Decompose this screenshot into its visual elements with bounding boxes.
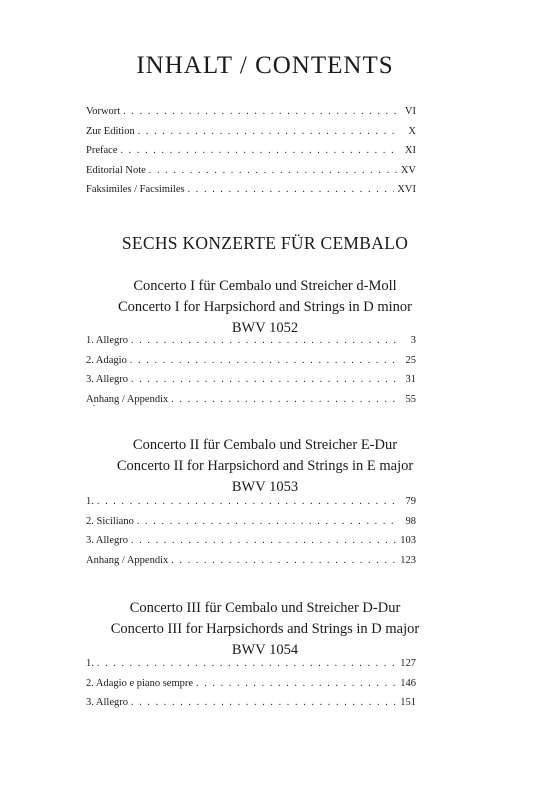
toc-entry-label: Vorwort <box>86 106 121 117</box>
concerto-title-en: Concerto III for Harpsichords and Strings in D major <box>110 621 420 637</box>
toc-entry-label: Zur Edition <box>86 125 135 137</box>
front-matter-list <box>86 106 416 204</box>
toc-entry[interactable] <box>86 658 416 678</box>
concerto-title-en: Concerto I for Harpsichord and Strings in D minor <box>118 299 412 315</box>
leader-dots <box>120 145 397 156</box>
toc-entry-page: 31 <box>405 374 416 385</box>
leader-dots <box>137 516 397 527</box>
toc-entry-label: 2. Siciliano <box>86 515 134 527</box>
toc-entry-label: 1. <box>86 496 94 507</box>
toc-entry[interactable] <box>86 555 416 575</box>
toc-entry-page: XV <box>400 164 416 176</box>
leader-dots <box>138 126 397 137</box>
concerto-title-en: Concerto II for Harpsichord and Strings in E major <box>116 458 414 474</box>
toc-entry[interactable] <box>86 335 416 355</box>
concerto-title-de: Concerto II für Cembalo und Streicher E-Dur <box>132 437 398 453</box>
leader-dots <box>97 658 397 669</box>
leader-dots <box>97 496 397 507</box>
toc-entry-label: Editorial Note <box>86 164 146 176</box>
leader-dots <box>131 697 397 708</box>
toc-entry-label: 2. Adagio e piano sempre <box>86 677 194 689</box>
page-title: INHALT / CONTENTS <box>136 52 394 79</box>
toc-entry-page: 123 <box>400 554 416 566</box>
leader-dots <box>130 355 397 366</box>
toc-entry[interactable] <box>86 516 416 536</box>
leader-dots <box>196 678 397 689</box>
toc-entry-zur-edition[interactable] <box>86 126 416 146</box>
toc-entry-editorial-note[interactable] <box>86 165 416 185</box>
leader-dots <box>149 165 397 176</box>
toc-entry-page: 25 <box>405 354 416 366</box>
toc-entry-label: 1. Allegro <box>86 335 128 346</box>
leader-dots <box>171 555 397 566</box>
toc-entry[interactable] <box>86 496 416 516</box>
concerto-2-heading <box>0 435 530 498</box>
leader-dots <box>123 106 397 117</box>
concerto-1-movements <box>86 335 416 413</box>
toc-entry-label: 3. Allegro <box>86 535 128 546</box>
toc-entry[interactable] <box>86 355 416 375</box>
toc-entry-page: 79 <box>405 496 416 507</box>
toc-entry-label: 3. Allegro <box>86 697 128 708</box>
toc-entry[interactable] <box>86 535 416 555</box>
toc-entry-page: VI <box>404 106 416 117</box>
concerto-3-heading <box>0 598 530 661</box>
concerto-title-de: Concerto III für Cembalo und Streicher D-Dur <box>129 600 401 616</box>
toc-entry-page: 151 <box>400 697 416 708</box>
concerto-1-heading <box>0 276 530 339</box>
toc-entry[interactable] <box>86 394 416 414</box>
toc-entry-page: 3 <box>410 335 416 346</box>
toc-entry-page: X <box>408 125 416 137</box>
concerto-title-de: Concerto I für Cembalo und Streicher d-Moll <box>133 278 397 294</box>
toc-entry-label: 2. Adagio <box>86 354 127 366</box>
toc-entry-page: XVI <box>397 184 416 195</box>
toc-entry-preface[interactable] <box>86 145 416 165</box>
stray-mark <box>93 405 95 406</box>
leader-dots <box>188 184 395 195</box>
toc-entry[interactable] <box>86 697 416 717</box>
toc-entry-label: Anhang / Appendix <box>86 393 169 405</box>
toc-entry-label: Faksimiles / Facsimiles <box>86 184 185 195</box>
toc-entry-label: 1. <box>86 658 94 669</box>
toc-entry-page: XI <box>404 145 416 156</box>
toc-entry-page: 98 <box>405 515 416 527</box>
section-heading: SECHS KONZERTE FÜR CEMBALO <box>121 233 409 253</box>
concerto-bwv: BWV 1054 <box>231 642 299 658</box>
concerto-bwv: BWV 1053 <box>231 479 299 495</box>
toc-entry-label: Preface <box>86 145 118 156</box>
toc-entry-label: 3. Allegro <box>86 374 128 385</box>
toc-entry-page: 146 <box>400 677 416 689</box>
toc-entry-page: 127 <box>400 658 416 669</box>
leader-dots <box>131 535 397 546</box>
toc-entry-label: Anhang / Appendix <box>86 554 169 566</box>
leader-dots <box>171 394 397 405</box>
toc-entry-page: 55 <box>405 393 416 405</box>
toc-entry-facsimiles[interactable] <box>86 184 416 204</box>
leader-dots <box>131 335 397 346</box>
toc-entry[interactable] <box>86 374 416 394</box>
toc-entry-vorwort[interactable] <box>86 106 416 126</box>
concerto-3-movements <box>86 658 416 717</box>
concerto-2-movements <box>86 496 416 574</box>
toc-entry[interactable] <box>86 678 416 698</box>
toc-entry-page: 103 <box>400 535 416 546</box>
concerto-bwv: BWV 1052 <box>231 320 299 336</box>
leader-dots <box>131 374 397 385</box>
